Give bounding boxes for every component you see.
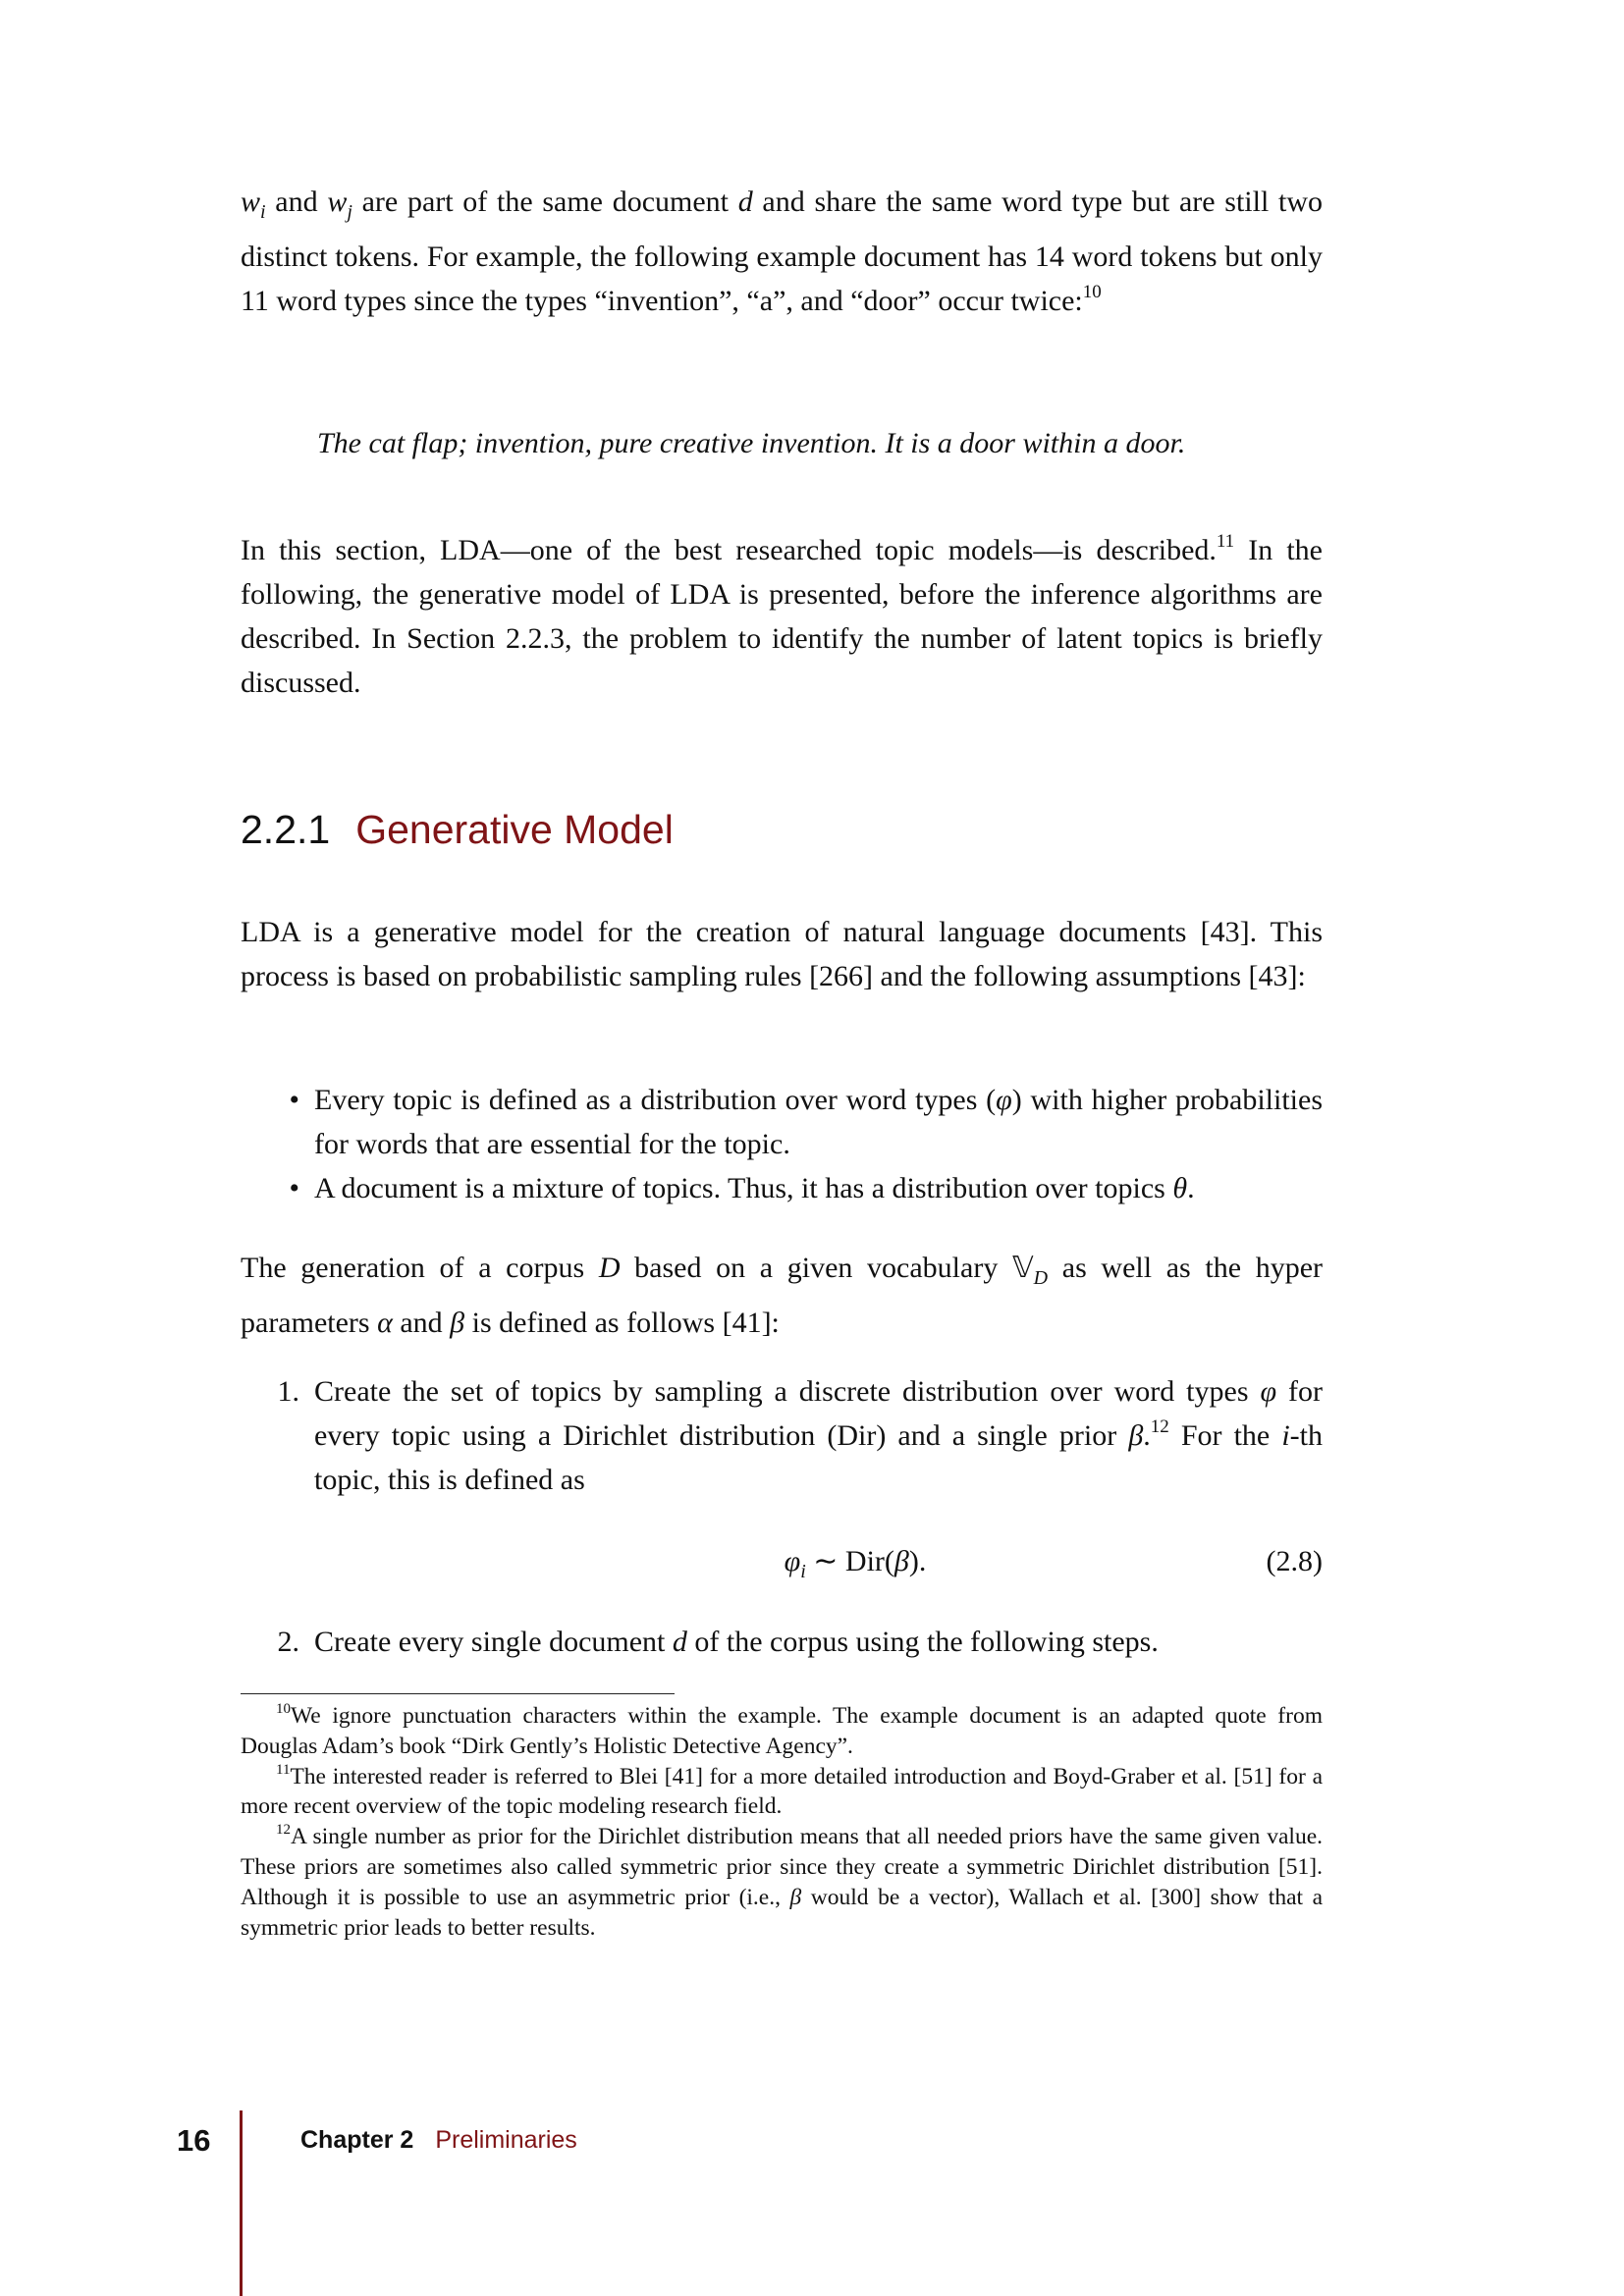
math-w: w [241,186,261,218]
paragraph-tokens [241,180,1323,323]
text: of the corpus using the following steps. [686,1626,1159,1658]
math-i: i [1281,1419,1290,1452]
footnote [241,1762,1323,1823]
text: In this section, LDA—one of the best researched topic models—is described. [241,534,1217,566]
text: A document is a mixture of topics. Thus, it has a distribution over topics [314,1172,1173,1204]
math-beta: β [893,1545,909,1577]
text: ) with higher probabilities for words that are essential for the topic. [314,1084,1323,1160]
text: is defined as follows [41]: [464,1307,780,1339]
footnote-text: A single number as prior for the Dirichlet distribution means that all needed priors have the same given value. These priors are sometimes also called symmetric prior since they create a symmetric Dirichlet distribution [51]. Although it is possible to use an asymmetric prior (i.e., [241,1824,1323,1910]
chapter-label: Chapter 2 [300,2126,414,2154]
footnote-text: would be a vector), Wallach et al. [300] show that a symmetric prior leads to better results. [241,1884,1324,1941]
footnote [241,1822,1323,1943]
list-item [241,1166,1323,1210]
text: based on a given vocabulary [620,1252,1012,1284]
list-item [241,1620,1323,1664]
footnote [241,1701,1323,1762]
math-sub: i [800,1561,806,1582]
math-beta: β [789,1884,802,1910]
text: . [1187,1172,1195,1204]
footnote-number: 10 [276,1701,291,1717]
footnotes [241,1701,1323,1943]
list-marker: 1. [277,1375,299,1408]
section-number: 2.2.1 [241,807,331,852]
paragraph-intro [241,528,1323,705]
math-sub: D [1033,1267,1049,1289]
list-marker: 2. [277,1626,299,1658]
footnote-text: We ignore punctuation characters within the example. The example document is an adapted quote from Douglas Adam’s book “Dirk Gently’s Holistic Detective Agency”. [241,1703,1323,1759]
math-alpha: α [377,1307,393,1339]
text: and [265,186,328,218]
math-theta: θ [1172,1172,1188,1204]
section-heading [241,805,674,854]
footnote-ref[interactable]: 12 [1150,1416,1169,1437]
footnote-rule [241,1693,675,1694]
math-V: 𝕍 [1011,1252,1034,1284]
footnote-number: 12 [276,1822,291,1839]
math-d: d [737,186,753,218]
paragraph-generation [241,1246,1323,1345]
text: For the [1168,1419,1282,1452]
text: ∼ Dir( [805,1545,894,1577]
math-phi: φ [996,1084,1012,1116]
footer-divider [240,2110,243,2296]
equation-number: (2.8) [1266,1545,1323,1577]
text: Create every single document [314,1626,673,1658]
footnote-ref[interactable]: 11 [1216,531,1235,552]
equation-2-8 [241,1539,1323,1594]
math-D: D [598,1252,621,1284]
text: for every topic using a Dirichlet distribution (Dir) and a single prior [314,1375,1324,1452]
bullet-list [241,1078,1323,1210]
text: In the following, the generative model of LDA is presented, before the inference algorithms are described. In Section 2.2.3, the problem to identify the number of latent topics is briefly discussed. [241,534,1323,699]
math-phi: φ [1260,1375,1277,1408]
equation-formula [241,1539,1323,1594]
math-w: w [327,186,348,218]
chapter-title: Preliminaries [435,2126,577,2154]
list-item [241,1369,1323,1502]
text: are part of the same document [352,186,738,218]
section-title: Generative Model [355,807,674,852]
text: and [392,1307,451,1339]
text: Every topic is defined as a distribution over word types ( [314,1084,997,1116]
running-footer [300,2126,577,2155]
math-phi: φ [784,1545,801,1577]
paragraph-lda: LDA is a generative model for the creation of natural language documents [43]. This process is based on probabilistic sampling rules [266] and the following assumptions [43]: [241,916,1323,992]
footnote-ref[interactable]: 10 [1082,282,1102,302]
enumerated-list-item-1 [241,1369,1323,1502]
text: ). [908,1545,927,1577]
math-beta: β [1128,1419,1144,1452]
footnote-number: 11 [276,1761,291,1778]
math-sub: j [347,201,352,223]
list-item [241,1078,1323,1166]
text: . [1143,1419,1151,1452]
quote: The cat flap; invention, pure creative invention. It is a door within a door. [317,427,1186,459]
math-beta: β [450,1307,465,1339]
enumerated-list-item-2 [241,1620,1323,1664]
footnote-text: The interested reader is referred to Blei [41] for a more detailed introduction and Boyd-Graber et al. [51] for a more recent overview of the topic modeling research field. [241,1763,1323,1820]
bullet-marker: • [289,1084,299,1116]
text: -th topic, this is defined as [314,1419,1323,1496]
math-d: d [672,1626,687,1658]
text: and share the same word type but are still two distinct tokens. For example, the following example document has 14 word tokens but only 11 word types since the types “invention”, “a”, and “door” occur twice: [241,186,1323,317]
text: Create the set of topics by sampling a discrete distribution over word types [314,1375,1261,1408]
bullet-marker: • [289,1172,299,1204]
math-sub: i [260,201,266,223]
text: as well as the hyper parameters [241,1252,1323,1339]
text: The generation of a corpus [241,1252,599,1284]
page-number: 16 [177,2123,211,2158]
